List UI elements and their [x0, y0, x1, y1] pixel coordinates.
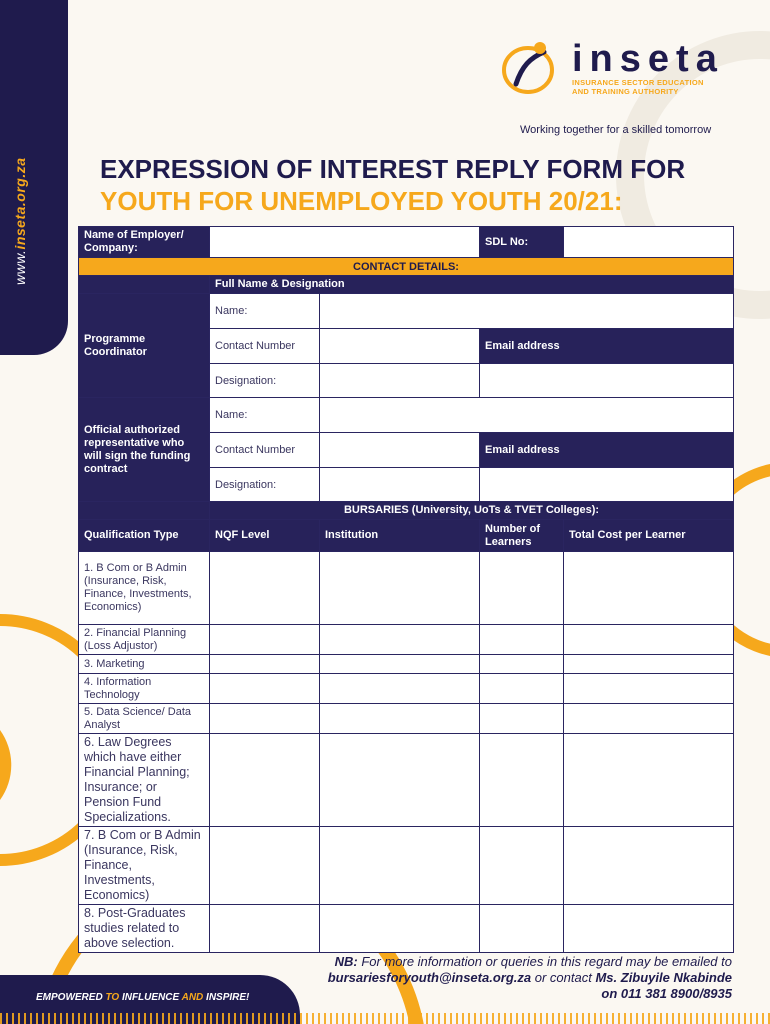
sdl-label: SDL No:	[480, 227, 564, 258]
cost-cell[interactable]	[564, 704, 734, 734]
footnote-text: For more information or queries in this regard may be emailed to	[361, 954, 732, 969]
nqf-cell[interactable]	[210, 905, 320, 953]
qualification-row-label: 7. B Com or B Admin (Insurance, Risk, Finance, Investments, Economics)	[79, 827, 210, 905]
interest-form-table	[78, 226, 734, 953]
inseta-logo	[500, 40, 724, 96]
nqf-cell[interactable]	[210, 552, 320, 625]
institution-cell[interactable]	[320, 552, 480, 625]
nqf-cell[interactable]	[210, 655, 320, 674]
cost-cell[interactable]	[564, 905, 734, 953]
side-band	[0, 0, 68, 355]
coordinator-contact-label: Contact Number	[210, 329, 320, 364]
contact-details-header: CONTACT DETAILS:	[79, 258, 734, 276]
learners-cell[interactable]	[480, 704, 564, 734]
institution-cell[interactable]	[320, 625, 480, 655]
employer-label: Name of Employer/ Company:	[79, 227, 210, 258]
logo-wordmark: inseta	[572, 38, 724, 80]
institution-cell[interactable]	[320, 704, 480, 734]
qualification-row-label: 4. Information Technology	[79, 674, 210, 704]
official-representative-label: Official authorized representative who will sign the funding contract	[79, 398, 210, 502]
form-title-line2: YOUTH FOR UNEMPLOYED YOUTH 20/21:	[100, 186, 623, 216]
institution-cell[interactable]	[320, 827, 480, 905]
nqf-cell[interactable]	[210, 674, 320, 704]
nqf-cell[interactable]	[210, 734, 320, 827]
learners-cell[interactable]	[480, 625, 564, 655]
rep-email-label: Email address	[480, 433, 734, 468]
slogan: EMPOWERED TO INFLUENCE AND INSPIRE!	[36, 992, 250, 1003]
coordinator-name-label: Name:	[210, 294, 320, 329]
programme-coordinator-label: Programme Coordinator	[79, 294, 210, 398]
sdl-field[interactable]	[564, 227, 734, 258]
bursary-email-link[interactable]: bursariesforyouth@inseta.org.za	[327, 970, 532, 985]
tagline: Working together for a skilled tomorrow	[520, 124, 712, 136]
decorative-tick-strip	[0, 1013, 770, 1024]
form-title-line1: EXPRESSION OF INTEREST REPLY FORM FOR	[100, 154, 686, 184]
column-total-cost: Total Cost per Learner	[564, 520, 734, 552]
coordinator-designation-field[interactable]	[320, 364, 480, 398]
column-qualification-type: Qualification Type	[79, 520, 210, 552]
qualification-row-label: 6. Law Degrees which have either Financial Planning; Insurance; or Pension Fund Specializations.	[79, 734, 210, 827]
column-nqf-level: NQF Level	[210, 520, 320, 552]
rep-name-field[interactable]	[320, 398, 734, 433]
inseta-logo-mark-icon	[500, 40, 560, 96]
logo-subtitle-1: INSURANCE SECTOR EDUCATION	[572, 78, 704, 87]
cost-cell[interactable]	[564, 734, 734, 827]
coordinator-email-label: Email address	[480, 329, 734, 364]
cost-cell[interactable]	[564, 827, 734, 905]
rep-designation-label: Designation:	[210, 468, 320, 502]
institution-cell[interactable]	[320, 674, 480, 704]
contact-person: Ms. Zibuyile Nkabinde	[595, 970, 732, 985]
institution-cell[interactable]	[320, 655, 480, 674]
institution-cell[interactable]	[320, 905, 480, 953]
nqf-cell[interactable]	[210, 827, 320, 905]
qualification-row-label: 2. Financial Planning (Loss Adjustor)	[79, 625, 210, 655]
coordinator-designation-label: Designation:	[210, 364, 320, 398]
nb-label: NB:	[334, 954, 358, 969]
coordinator-email-field[interactable]	[480, 364, 734, 398]
learners-cell[interactable]	[480, 674, 564, 704]
qualification-row-label: 3. Marketing	[79, 655, 210, 674]
cost-cell[interactable]	[564, 655, 734, 674]
learners-cell[interactable]	[480, 655, 564, 674]
institution-cell[interactable]	[320, 734, 480, 827]
rep-contact-label: Contact Number	[210, 433, 320, 468]
cost-cell[interactable]	[564, 625, 734, 655]
qualification-row-label: 5. Data Science/ Data Analyst	[79, 704, 210, 734]
column-institution: Institution	[320, 520, 480, 552]
logo-subtitle-2: AND TRAINING AUTHORITY	[572, 87, 679, 96]
or-contact-text: or contact	[534, 970, 592, 985]
qualification-row-label: 1. B Com or B Admin (Insurance, Risk, Finance, Investments, Economics)	[79, 552, 210, 625]
contact-phone: on 011 381 8900/8935	[601, 986, 732, 1001]
contact-footnote	[328, 954, 732, 1002]
qualification-row-label: 8. Post-Graduates studies related to above selection.	[79, 905, 210, 953]
bursaries-header-spacer	[79, 502, 210, 520]
rep-name-label: Name:	[210, 398, 320, 433]
bursaries-header: BURSARIES (University, UoTs & TVET Colleges):	[210, 502, 734, 520]
coordinator-name-field[interactable]	[320, 294, 734, 329]
rep-email-field[interactable]	[480, 468, 734, 502]
cost-cell[interactable]	[564, 552, 734, 625]
nqf-cell[interactable]	[210, 704, 320, 734]
website-url[interactable]: www.inseta.org.za	[12, 157, 28, 285]
rep-designation-field[interactable]	[320, 468, 480, 502]
learners-cell[interactable]	[480, 734, 564, 827]
coordinator-contact-field[interactable]	[320, 329, 480, 364]
column-number-of-learners: Number of Learners	[480, 520, 564, 552]
cost-cell[interactable]	[564, 674, 734, 704]
learners-cell[interactable]	[480, 552, 564, 625]
learners-cell[interactable]	[480, 905, 564, 953]
nqf-cell[interactable]	[210, 625, 320, 655]
contact-subheader-spacer	[79, 276, 210, 294]
rep-contact-field[interactable]	[320, 433, 480, 468]
contact-subheader: Full Name & Designation	[210, 276, 734, 294]
employer-field[interactable]	[210, 227, 480, 258]
learners-cell[interactable]	[480, 827, 564, 905]
